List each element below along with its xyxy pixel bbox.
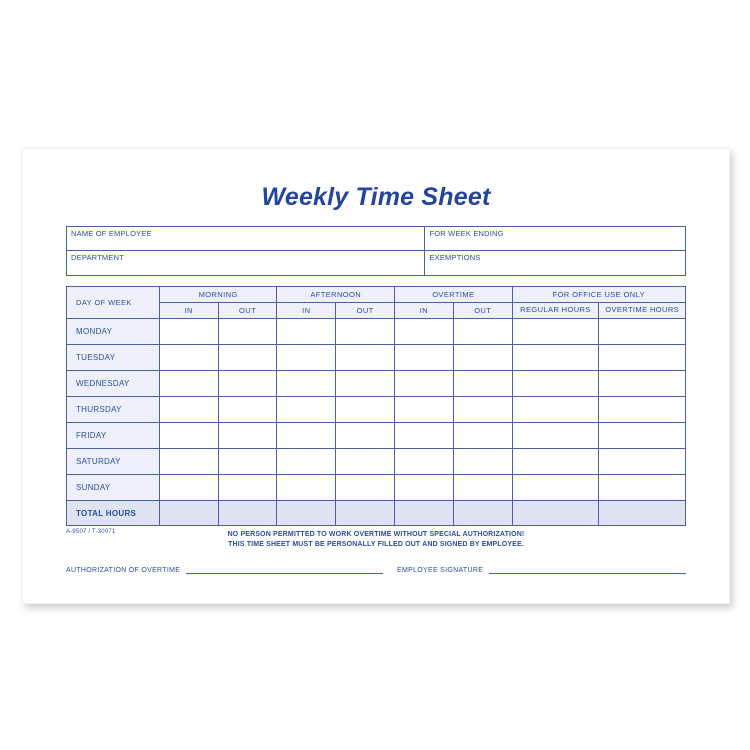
row-label-sunday: SUNDAY — [67, 475, 160, 501]
cell-tuesday-regular-hours[interactable] — [512, 345, 599, 371]
cell-saturday-overtime-hours[interactable] — [599, 449, 686, 475]
table-row — [67, 397, 686, 423]
cell-sunday-overtime-in[interactable] — [395, 475, 454, 501]
form-code: A-9507 / T-30071 — [66, 529, 116, 535]
field-name-of-employee-label: NAME OF EMPLOYEE — [71, 229, 152, 238]
column-group-morning: MORNING — [159, 287, 277, 303]
authorization-signature-line[interactable] — [186, 564, 383, 574]
column-header-day-of-week: DAY OF WEEK — [67, 287, 160, 319]
employee-signature-label: EMPLOYEE SIGNATURE — [397, 567, 484, 575]
cell-wednesday-overtime-hours[interactable] — [599, 371, 686, 397]
table-row — [67, 475, 686, 501]
field-for-week-ending[interactable] — [425, 227, 685, 251]
table-body — [67, 319, 686, 526]
cell-total-morning-in[interactable] — [159, 501, 218, 526]
column-header-overtime-out: OUT — [453, 303, 512, 319]
page-title: Weekly Time Sheet — [261, 183, 491, 211]
table-sub-header-row — [67, 303, 686, 319]
cell-monday-overtime-in[interactable] — [395, 319, 454, 345]
cell-wednesday-afternoon-out[interactable] — [336, 371, 395, 397]
field-department-label: DEPARTMENT — [71, 253, 124, 262]
cell-friday-regular-hours[interactable] — [512, 423, 599, 449]
cell-monday-morning-out[interactable] — [218, 319, 277, 345]
cell-wednesday-overtime-out[interactable] — [453, 371, 512, 397]
cell-monday-afternoon-out[interactable] — [336, 319, 395, 345]
cell-tuesday-overtime-in[interactable] — [395, 345, 454, 371]
cell-total-overtime-hours[interactable] — [599, 501, 686, 526]
cell-tuesday-morning-out[interactable] — [218, 345, 277, 371]
cell-thursday-overtime-in[interactable] — [395, 397, 454, 423]
row-label-total-hours: TOTAL HOURS — [67, 501, 160, 526]
cell-wednesday-morning-out[interactable] — [218, 371, 277, 397]
cell-monday-overtime-hours[interactable] — [599, 319, 686, 345]
cell-saturday-afternoon-in[interactable] — [277, 449, 336, 475]
header-fields-box — [66, 226, 686, 276]
cell-total-afternoon-out[interactable] — [336, 501, 395, 526]
cell-monday-overtime-out[interactable] — [453, 319, 512, 345]
signature-row — [66, 564, 686, 574]
cell-sunday-overtime-out[interactable] — [453, 475, 512, 501]
row-label-tuesday: TUESDAY — [67, 345, 160, 371]
cell-thursday-overtime-hours[interactable] — [599, 397, 686, 423]
cell-saturday-regular-hours[interactable] — [512, 449, 599, 475]
cell-thursday-morning-out[interactable] — [218, 397, 277, 423]
cell-sunday-afternoon-out[interactable] — [336, 475, 395, 501]
notice-line-2: THIS TIME SHEET MUST BE PERSONALLY FILLED OUT AND SIGNED BY EMPLOYEE. — [228, 541, 524, 549]
column-group-office-use: FOR OFFICE USE ONLY — [512, 287, 685, 303]
cell-monday-regular-hours[interactable] — [512, 319, 599, 345]
cell-friday-morning-out[interactable] — [218, 423, 277, 449]
cell-wednesday-morning-in[interactable] — [159, 371, 218, 397]
employee-signature-line[interactable] — [489, 564, 686, 574]
cell-friday-overtime-in[interactable] — [395, 423, 454, 449]
cell-wednesday-afternoon-in[interactable] — [277, 371, 336, 397]
cell-thursday-morning-in[interactable] — [159, 397, 218, 423]
time-sheet-form — [22, 148, 730, 604]
cell-total-overtime-in[interactable] — [395, 501, 454, 526]
authorization-label: AUTHORIZATION OF OVERTIME — [66, 567, 181, 575]
field-for-week-ending-label: FOR WEEK ENDING — [429, 229, 504, 238]
column-header-morning-out: OUT — [218, 303, 277, 319]
cell-thursday-regular-hours[interactable] — [512, 397, 599, 423]
field-department[interactable] — [67, 251, 424, 275]
cell-tuesday-afternoon-out[interactable] — [336, 345, 395, 371]
cell-sunday-afternoon-in[interactable] — [277, 475, 336, 501]
timesheet-table — [66, 286, 686, 526]
cell-sunday-morning-out[interactable] — [218, 475, 277, 501]
cell-monday-morning-in[interactable] — [159, 319, 218, 345]
cell-sunday-regular-hours[interactable] — [512, 475, 599, 501]
cell-tuesday-afternoon-in[interactable] — [277, 345, 336, 371]
cell-total-morning-out[interactable] — [218, 501, 277, 526]
table-group-header-row — [67, 287, 686, 303]
cell-saturday-morning-out[interactable] — [218, 449, 277, 475]
cell-saturday-overtime-in[interactable] — [395, 449, 454, 475]
cell-tuesday-overtime-out[interactable] — [453, 345, 512, 371]
cell-friday-overtime-hours[interactable] — [599, 423, 686, 449]
cell-monday-afternoon-in[interactable] — [277, 319, 336, 345]
cell-wednesday-overtime-in[interactable] — [395, 371, 454, 397]
cell-thursday-overtime-out[interactable] — [453, 397, 512, 423]
notice-line-1: NO PERSON PERMITTED TO WORK OVERTIME WITHOUT SPECIAL AUTHORIZATION! — [227, 531, 525, 538]
cell-saturday-morning-in[interactable] — [159, 449, 218, 475]
cell-friday-afternoon-out[interactable] — [336, 423, 395, 449]
column-group-overtime: OVERTIME — [395, 287, 513, 303]
table-row — [67, 423, 686, 449]
column-header-afternoon-in: IN — [277, 303, 336, 319]
field-name-of-employee[interactable] — [67, 227, 424, 251]
column-header-afternoon-out: OUT — [336, 303, 395, 319]
row-label-wednesday: WEDNESDAY — [67, 371, 160, 397]
table-row — [67, 345, 686, 371]
cell-sunday-overtime-hours[interactable] — [599, 475, 686, 501]
row-label-thursday: THURSDAY — [67, 397, 160, 423]
row-label-friday: FRIDAY — [67, 423, 160, 449]
column-group-afternoon: AFTERNOON — [277, 287, 395, 303]
table-row — [67, 319, 686, 345]
field-exemptions-label: EXEMPTIONS — [429, 253, 481, 262]
column-header-overtime-in: IN — [395, 303, 454, 319]
cell-friday-morning-in[interactable] — [159, 423, 218, 449]
table-total-row — [67, 501, 686, 526]
column-header-overtime-hours: OVERTIME HOURS — [599, 303, 686, 319]
cell-tuesday-morning-in[interactable] — [159, 345, 218, 371]
row-label-monday: MONDAY — [67, 319, 160, 345]
table-row — [67, 371, 686, 397]
cell-friday-afternoon-in[interactable] — [277, 423, 336, 449]
row-label-saturday: SATURDAY — [67, 449, 160, 475]
cell-saturday-overtime-out[interactable] — [453, 449, 512, 475]
cell-wednesday-regular-hours[interactable] — [512, 371, 599, 397]
column-header-morning-in: IN — [159, 303, 218, 319]
footer-notice-area — [66, 529, 686, 550]
cell-total-overtime-out[interactable] — [453, 501, 512, 526]
table-row — [67, 449, 686, 475]
cell-thursday-afternoon-out[interactable] — [336, 397, 395, 423]
cell-saturday-afternoon-out[interactable] — [336, 449, 395, 475]
column-header-regular-hours: REGULAR HOURS — [512, 303, 599, 319]
cell-tuesday-overtime-hours[interactable] — [599, 345, 686, 371]
cell-total-afternoon-in[interactable] — [277, 501, 336, 526]
cell-sunday-morning-in[interactable] — [159, 475, 218, 501]
cell-thursday-afternoon-in[interactable] — [277, 397, 336, 423]
cell-friday-overtime-out[interactable] — [453, 423, 512, 449]
cell-total-regular-hours[interactable] — [512, 501, 599, 526]
field-exemptions[interactable] — [425, 251, 685, 275]
